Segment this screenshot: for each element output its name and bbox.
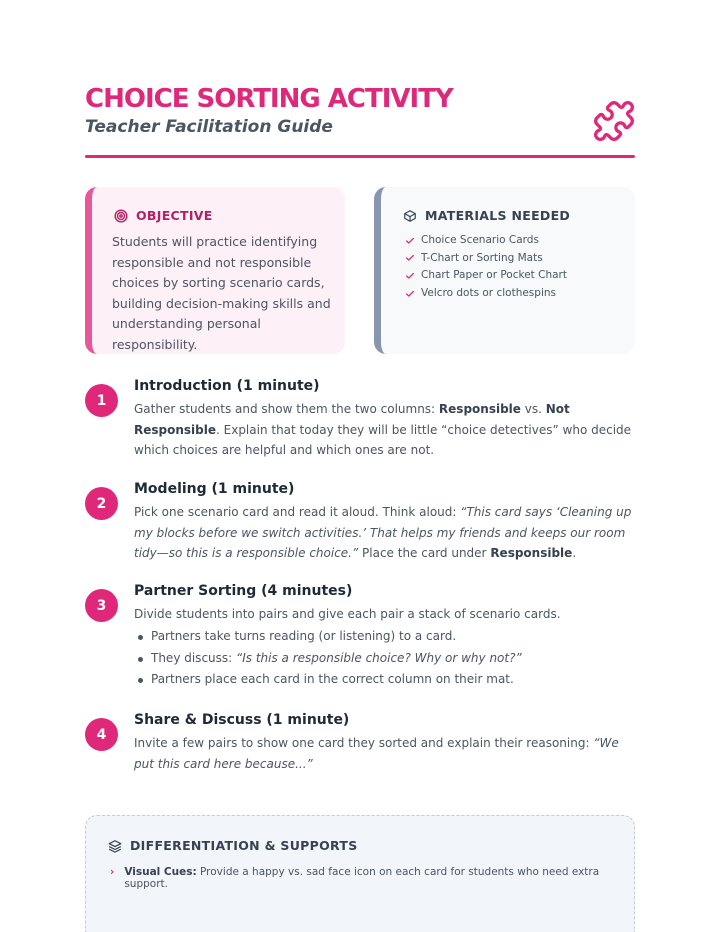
materials-heading [403, 208, 570, 223]
step-emphasis: Not Responsible [134, 402, 570, 437]
layers-icon [108, 839, 122, 853]
step-title: Partner Sorting (4 minutes) [134, 583, 353, 599]
list-item [405, 250, 567, 268]
materials-list [405, 232, 567, 302]
step-bullet-list [151, 626, 522, 691]
material-item-label: T-Chart or Sorting Mats [421, 251, 543, 264]
step-title: Introduction (1 minute) [134, 378, 320, 394]
step-text: Invite a few pairs to show one card they sorted and explain their reasoning: [134, 736, 594, 750]
bullet-dot [138, 657, 143, 662]
step-text: . Explain that today they will be little “choice detectives” who decide which choices are helpful and which ones are not. [134, 422, 632, 457]
check-icon [405, 271, 415, 281]
header-divider [85, 155, 635, 158]
materials-card [374, 187, 635, 354]
step-text: Pick one scenario card and read it aloud. Think aloud: [134, 505, 461, 519]
support-label: Visual Cues: [124, 866, 197, 878]
list-item [151, 626, 522, 648]
bullet-text: Partners take turns reading (or listening) to a card. [151, 629, 457, 643]
step-text: Gather students and show them the two columns: [134, 402, 439, 416]
list-item [110, 866, 634, 890]
objective-heading-label: OBJECTIVE [136, 208, 213, 223]
list-item [405, 267, 567, 285]
differentiation-heading-label: DIFFERENTIATION & SUPPORTS [130, 838, 358, 853]
bullet-dot [138, 678, 143, 683]
objective-card [85, 187, 345, 354]
bullet-text: Partners place each card in the correct column on their mat. [151, 672, 514, 686]
step-body [134, 733, 639, 774]
page-title: CHOICE SORTING ACTIVITY [85, 84, 453, 114]
step-emphasis: Responsible [438, 402, 521, 416]
objective-heading [114, 208, 213, 223]
support-text [124, 866, 634, 890]
differentiation-heading [108, 838, 358, 853]
material-item-label: Choice Scenario Cards [421, 234, 539, 246]
step-quote: “We put this card here because...” [134, 736, 619, 771]
step-title: Modeling (1 minute) [134, 481, 295, 497]
box-icon [403, 209, 417, 223]
step-quote: “This card says ‘Cleaning up my blocks before we switch activities.’ That helps my friends and keeps our room tidy—so this is a responsible choice.” [134, 505, 632, 560]
step-text: . [572, 546, 577, 560]
bullet-quote: “Is this a responsible choice? Why or why not?” [236, 650, 522, 665]
step-title: Share & Discuss (1 minute) [134, 712, 350, 728]
material-item-label: Velcro dots or clothespins [421, 286, 556, 299]
list-item [151, 669, 522, 691]
list-item [405, 232, 567, 250]
step-emphasis: Responsible [490, 546, 573, 560]
step-body [134, 399, 639, 461]
puzzle-icon [592, 99, 636, 143]
material-item-label: Chart Paper or Pocket Chart [421, 269, 567, 282]
bullet-text: They discuss: [151, 650, 237, 665]
step-number-badge: 2 [85, 487, 118, 520]
bullet-dot [138, 635, 143, 640]
step-body [134, 502, 639, 564]
objective-text: Students will practice identifying responsible and not responsible choices by sorting scenario cards, building decision-making skills and understanding personal responsibility. [112, 234, 331, 352]
list-item [151, 648, 522, 670]
chevron-right-icon: › [110, 866, 115, 878]
check-icon [405, 253, 415, 263]
check-icon [405, 289, 415, 299]
support-description: Provide a happy vs. sad face icon on each card for students who need extra support. [124, 866, 600, 890]
page-subtitle: Teacher Facilitation Guide [85, 117, 333, 137]
step-text: Place the card under [358, 546, 491, 560]
list-item [405, 285, 567, 303]
step-body: Divide students into pairs and give each pair a stack of scenario cards. [134, 607, 561, 621]
differentiation-box [85, 815, 635, 932]
step-number-badge: 4 [85, 718, 118, 751]
step-text: vs. [520, 402, 546, 416]
step-number-badge: 3 [85, 589, 118, 622]
check-icon [405, 236, 415, 246]
materials-heading-label: MATERIALS NEEDED [425, 208, 571, 223]
step-number-badge: 1 [85, 384, 118, 417]
target-icon [114, 209, 128, 223]
